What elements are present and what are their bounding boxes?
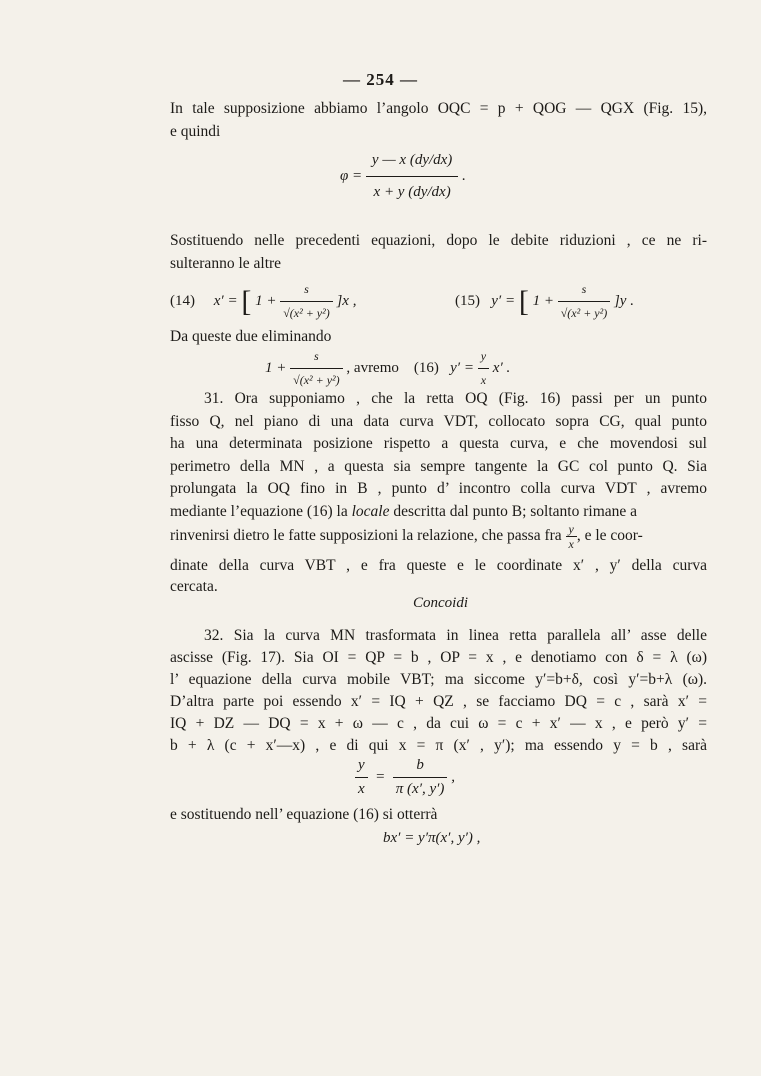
formula-phi-denominator: x + y (dy/dx) — [373, 184, 451, 200]
formula-ratio-left — [355, 754, 368, 801]
paragraph-1-line-2: e quindi — [170, 123, 221, 140]
section-31-line-8: dinate della curva VBT , e fra queste e le coordinate x′ , y′ della curva — [170, 557, 707, 574]
formula-14-one-plus: 1 + — [255, 292, 277, 309]
formula-15-label: (15) — [455, 292, 480, 309]
section-31-locale: locale — [351, 503, 390, 520]
formula-14-fraction — [280, 278, 333, 325]
formula-phi-lhs: φ = — [340, 167, 363, 184]
section-32-line-3: l’ equazione della curva mobile VBT; ma siccome y′=b+δ, così y′=b+λ (ω). — [170, 671, 707, 688]
paragraph-3-line-1: Da queste due eliminando — [170, 328, 332, 345]
formula-ratio-right-denominator: π (x′, y′) — [395, 781, 445, 797]
formula-16-one-plus: 1 + — [265, 359, 287, 376]
section-31-line-1: 31. Ora supponiamo , che la retta OQ (Fig. 16) passi per un punto — [204, 390, 707, 407]
section-32-line-4: D’altra parte poi essendo x′ = IQ + QZ , se facciamo DQ = c , sarà x′ = — [170, 693, 707, 710]
paragraph-4-line-1: e sostituendo nell’ equazione (16) si otterrà — [170, 806, 438, 823]
section-31-line-6a: mediante l’equazione (16) la — [170, 503, 348, 520]
formula-14-denominator: √(x² + y²) — [283, 306, 330, 320]
formula-15-lhs: y′ = — [491, 292, 516, 309]
page-number: — 254 — — [343, 70, 418, 89]
formula-16-avremo: , avremo — [346, 359, 399, 376]
formula-15 — [455, 278, 634, 325]
paragraph-1-line-1: In tale supposizione abbiamo l’angolo OQC = p + QOG — QGX (Fig. 15), — [170, 100, 707, 117]
formula-16-ratio-denominator: x — [480, 373, 487, 387]
formula-ratio-end: , — [451, 768, 455, 785]
paragraph-2-line-1: Sostituendo nelle precedenti equazioni, dopo le debite riduzioni , ce ne ri- — [170, 232, 707, 249]
formula-ratio-left-denominator: x — [358, 781, 365, 797]
formula-16-ratio-numerator: y — [478, 345, 489, 369]
formula-14-numerator: s — [280, 278, 333, 302]
formula-15-bracket-close: ]y . — [613, 292, 634, 309]
formula-phi-numerator: y — x (dy/dx) — [366, 147, 458, 177]
formula-phi-fraction — [366, 147, 458, 206]
section-31-line-5: prolungata la OQ fino in B , punto d’ incontro colla curva VDT , avremo — [170, 480, 707, 497]
section-31-ratio — [566, 522, 577, 551]
formula-ratio-eq: = — [375, 768, 386, 785]
section-31-line-3: ha una determinata posizione rispetto a questa curva, e che movendosi sul — [170, 435, 707, 452]
formula-16-denominator: √(x² + y²) — [293, 373, 340, 387]
formula-15-fraction — [558, 278, 611, 325]
formula-16-ratio — [478, 345, 489, 392]
section-31-line-9: cercata. — [170, 578, 218, 595]
section-31-ratio-numerator: y — [566, 522, 577, 537]
formula-16 — [265, 345, 510, 392]
formula-14-lhs: x′ = — [213, 292, 238, 309]
section-31-line-7b: , e le coor- — [576, 527, 643, 545]
formula-16-numerator: s — [290, 345, 343, 369]
formula-ratio-right-numerator: b — [393, 754, 448, 778]
formula-16-lhs: y′ = — [450, 359, 474, 376]
section-32-line-5: IQ + DZ — DQ = x + ω — c , da cui ω = c + x′ — x , e però y′ = — [170, 715, 707, 732]
formula-14-bracket-close: ]x , — [336, 292, 357, 309]
formula-16-fraction — [290, 345, 343, 392]
section-31-line-7 — [170, 522, 707, 551]
section-31-line-2: fisso Q, nel piano di una data curva VDT, collocato sopra CG, qual punto — [170, 413, 707, 430]
section-31-line-4: perimetro della MN , a questa sia sempre tangente la GC col punto Q. Sia — [170, 458, 707, 475]
formula-ratio — [355, 754, 455, 801]
formula-14 — [170, 278, 356, 325]
formula-15-denominator: √(x² + y²) — [560, 306, 608, 320]
formula-phi-end: . — [462, 167, 466, 184]
formula-14-bracket-open: [ — [241, 285, 252, 318]
section-31-line-7a: rinvenirsi dietro le fatte supposizioni la relazione, che passa fra — [170, 527, 562, 545]
formula-ratio-left-numerator: y — [355, 754, 368, 778]
formula-15-bracket-open: [ — [518, 285, 529, 318]
section-31-line-6b: descritta dal punto B; soltanto rimane a — [393, 503, 638, 520]
section-32-line-1: 32. Sia la curva MN trasformata in linea retta parallela all’ asse delle — [204, 627, 707, 644]
section-heading-concoidi: Concoidi — [413, 595, 468, 611]
formula-ratio-right — [393, 754, 448, 801]
formula-final: bx′ = y′π(x′, y′) , — [383, 830, 481, 846]
section-32-line-2: ascisse (Fig. 17). Sia OI = QP = b , OP = x , e denotiamo con δ = λ (ω) — [170, 649, 707, 666]
formula-16-rhs: x′ . — [492, 359, 511, 376]
formula-15-one-plus: 1 + — [532, 292, 554, 309]
section-31-line-6 — [170, 500, 707, 523]
paragraph-2-line-2: sulteranno le altre — [170, 255, 282, 272]
formula-15-numerator: s — [558, 278, 611, 302]
section-32-line-6: b + λ (c + x′—x) , e di qui x = π (x′ , y′); ma essendo y = b , sarà — [170, 737, 707, 754]
formula-14-label: (14) — [170, 292, 195, 309]
formula-phi — [340, 147, 466, 206]
section-31-ratio-denominator: x — [568, 537, 574, 551]
formula-16-label: (16) — [413, 359, 439, 376]
